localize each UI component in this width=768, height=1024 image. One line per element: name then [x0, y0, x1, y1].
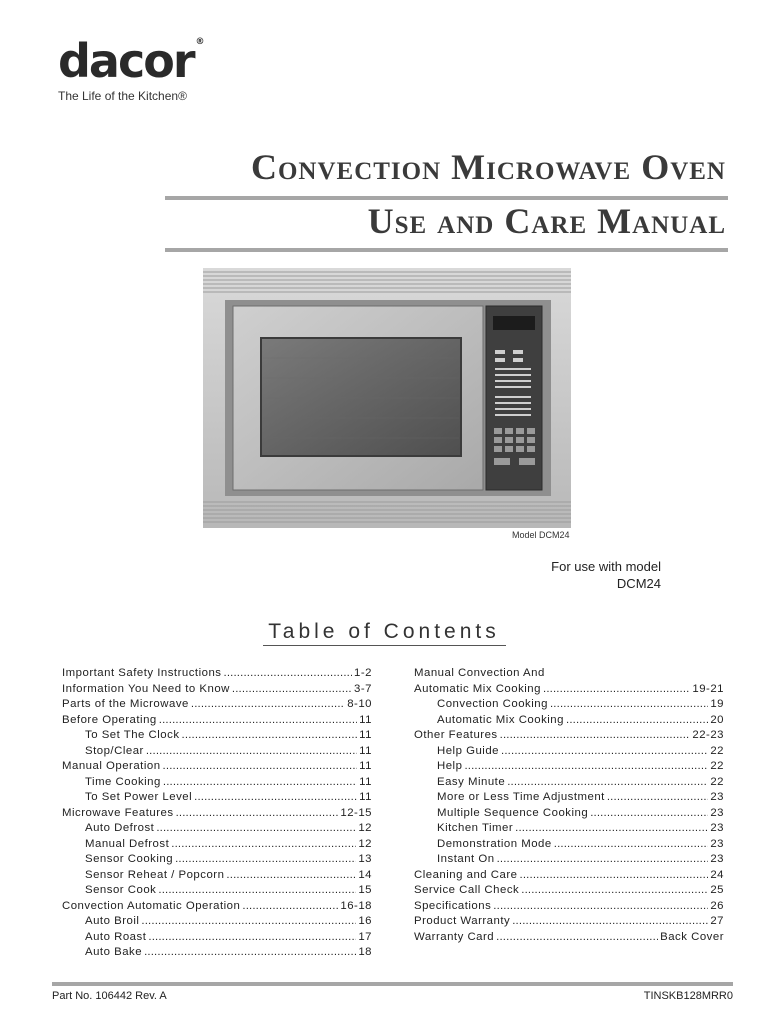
toc-entry-page: 18 — [358, 946, 372, 958]
toc-entry — [414, 852, 724, 868]
toc-entry — [62, 837, 372, 853]
toc-entry — [414, 697, 724, 713]
toc-entry — [62, 914, 372, 930]
toc-entry-leader — [501, 744, 708, 760]
toc-entry-leader — [148, 930, 356, 946]
toc-entry-leader — [512, 914, 708, 930]
toc-entry-leader — [496, 930, 658, 946]
title-line-2: Use and Care Manual — [367, 201, 726, 241]
toc-entry-leader — [182, 728, 358, 744]
toc-entry-leader — [232, 682, 352, 698]
toc-entry-page: 23 — [710, 822, 724, 834]
toc-entry-label: Convection Automatic Operation — [62, 899, 241, 912]
toc-entry-label: Convection Cooking — [437, 698, 548, 710]
toc-entry-leader — [156, 821, 356, 837]
toc-entry-leader — [163, 775, 357, 791]
toc-entry-leader — [515, 821, 708, 837]
toc-entry-label: Time Cooking — [85, 775, 161, 788]
toc-entry-leader — [163, 759, 358, 775]
toc-entry-label: Manual Defrost — [85, 837, 170, 850]
toc-entry-page: 23 — [710, 837, 724, 850]
toc-entry — [62, 666, 372, 682]
toc-entry-page: 8-10 — [347, 698, 372, 710]
logo-registered-mark: ® — [195, 37, 205, 47]
toc-entry — [62, 790, 372, 806]
for-use-line-1: For use with model — [551, 559, 661, 574]
toc-entry-label: Help Guide — [437, 744, 499, 757]
toc-entry-page: 11 — [359, 775, 372, 788]
for-use-model: DCM24 — [616, 576, 661, 591]
toc-entry — [414, 821, 724, 837]
toc-entry — [414, 883, 724, 899]
toc-entry — [414, 914, 724, 930]
toc-entry-leader — [171, 837, 356, 853]
toc-entry-label: Manual Operation — [62, 760, 161, 772]
toc-entry — [414, 759, 724, 775]
title-divider-2 — [165, 248, 728, 252]
toc-entry — [62, 868, 372, 884]
toc-entry-leader — [158, 883, 356, 899]
toc-entry-leader — [507, 775, 708, 791]
toc-entry — [414, 899, 724, 915]
toc-entry-page: 13 — [358, 853, 372, 865]
toc-entry — [414, 682, 724, 698]
toc-entry — [62, 806, 372, 822]
toc-entry — [414, 744, 724, 760]
toc-entry-label: Manual Convection And — [414, 667, 545, 679]
toc-entry-page: Back Cover — [660, 930, 724, 943]
toc-entry-page: 19-21 — [692, 682, 724, 695]
toc-entry — [62, 821, 372, 837]
toc-entry-label: To Set Power Level — [85, 791, 193, 803]
toc-entry-page: 22 — [710, 760, 724, 772]
toc-right-column — [414, 666, 724, 945]
toc-entry-page: 20 — [710, 713, 724, 726]
model-caption: Model DCM24 — [512, 530, 570, 540]
toc-entry — [414, 713, 724, 729]
brand-tagline: The Life of the Kitchen® — [58, 89, 187, 103]
toc-entry-label: Parts of the Microwave — [62, 698, 189, 710]
toc-entry — [414, 806, 724, 822]
toc-entry-leader — [520, 868, 709, 884]
toc-entry-label: Sensor Reheat / Popcorn — [85, 868, 225, 881]
toc-entry-label: Easy Minute — [437, 775, 506, 788]
toc-entry-label: Help — [437, 760, 463, 772]
toc-entry-label: Instant On — [437, 853, 495, 865]
footer-part-number: Part No. 106442 Rev. A — [52, 990, 167, 1002]
toc-entry-label: Other Features — [414, 729, 498, 741]
toc-entry-page: 16-18 — [340, 899, 372, 912]
toc-entry-label: Multiple Sequence Cooking — [437, 806, 589, 819]
toc-entry-page: 3-7 — [354, 682, 372, 695]
toc-entry-label: Demonstration Mode — [437, 837, 552, 850]
toc-entry-label: Auto Defrost — [85, 822, 155, 834]
toc-entry — [62, 682, 372, 698]
toc-entry-label: Kitchen Timer — [437, 822, 514, 834]
toc-entry-label: More or Less Time Adjustment — [437, 791, 605, 803]
toc-entry-page: 16 — [358, 915, 372, 927]
toc-entry-page: 12 — [358, 837, 372, 850]
toc-entry-leader — [159, 713, 357, 729]
toc-entry-label: Automatic Mix Cooking — [437, 713, 564, 726]
toc-entry — [62, 852, 372, 868]
toc-entry-label: Microwave Features — [62, 806, 174, 819]
toc-entry — [62, 930, 372, 946]
toc-entry-label: Auto Broil — [85, 915, 140, 927]
toc-entry-label: Stop/Clear — [85, 744, 144, 757]
footer-document-code: TINSKB128MRR0 — [643, 990, 733, 1002]
toc-entry-leader — [191, 697, 345, 713]
toc-entry-label: Auto Bake — [85, 946, 143, 958]
toc-entry-leader — [550, 697, 708, 713]
toc-entry-page: 11 — [359, 713, 372, 726]
toc-entry-page: 22-23 — [692, 729, 724, 741]
toc-entry-page: 14 — [358, 868, 372, 881]
toc-entry — [414, 666, 724, 682]
footer-divider — [52, 982, 733, 986]
toc-entry-page: 17 — [358, 930, 372, 943]
toc-entry-label: Cleaning and Care — [414, 868, 518, 881]
logo-text: dacor — [58, 34, 194, 88]
toc-entry-page: 12 — [358, 822, 372, 834]
toc-entry — [414, 775, 724, 791]
toc-entry — [414, 837, 724, 853]
toc-entry-label: Product Warranty — [414, 915, 511, 927]
toc-entry — [62, 744, 372, 760]
toc-entry-label: Sensor Cook — [85, 884, 157, 896]
toc-entry-label: To Set The Clock — [85, 729, 180, 741]
toc-entry-label: Automatic Mix Cooking — [414, 682, 541, 695]
toc-entry-leader — [141, 914, 356, 930]
toc-entry-page: 22 — [710, 744, 724, 757]
toc-entry-leader — [500, 728, 691, 744]
toc-entry-page: 23 — [710, 806, 724, 819]
toc-entry-leader — [521, 883, 708, 899]
toc-entry-label: Sensor Cooking — [85, 853, 174, 865]
toc-entry-page: 25 — [710, 884, 724, 896]
toc-entry-leader — [194, 790, 357, 806]
toc-entry-leader — [226, 868, 356, 884]
toc-entry-label: Important Safety Instructions — [62, 667, 222, 679]
toc-entry — [62, 759, 372, 775]
toc-left-column — [62, 666, 372, 961]
toc-entry-leader — [566, 713, 708, 729]
toc-heading: Table of Contents — [268, 620, 500, 643]
toc-entry-page: 11 — [359, 760, 372, 772]
toc-entry — [414, 790, 724, 806]
toc-entry-leader — [493, 899, 708, 915]
toc-heading-underline — [263, 645, 506, 646]
toc-entry-leader — [607, 790, 708, 806]
toc-entry-leader — [590, 806, 708, 822]
toc-entry-leader — [497, 852, 709, 868]
toc-entry-label: Service Call Check — [414, 884, 520, 896]
toc-entry — [62, 775, 372, 791]
toc-entry-page: 1-2 — [354, 667, 372, 679]
toc-entry-page: 15 — [358, 884, 372, 896]
toc-entry — [62, 697, 372, 713]
toc-entry — [62, 899, 372, 915]
toc-entry-leader — [242, 899, 338, 915]
toc-entry-leader — [464, 759, 708, 775]
toc-entry-leader — [175, 852, 356, 868]
toc-entry — [62, 883, 372, 899]
toc-entry-page: 24 — [710, 868, 724, 881]
toc-entry-page: 11 — [359, 729, 372, 741]
toc-entry-leader — [554, 837, 709, 853]
toc-entry-label: Specifications — [414, 899, 492, 912]
brand-logo — [58, 34, 205, 88]
toc-entry-page: 11 — [359, 744, 372, 757]
toc-entry-page: 23 — [710, 791, 724, 803]
toc-entry-leader — [176, 806, 339, 822]
toc-entry — [414, 930, 724, 946]
toc-entry-page: 27 — [710, 915, 724, 927]
toc-entry-page: 26 — [710, 899, 724, 912]
toc-entry-page: 12-15 — [340, 806, 372, 819]
toc-entry — [414, 868, 724, 884]
toc-entry-leader — [144, 945, 356, 961]
toc-entry-page: 19 — [710, 698, 724, 710]
toc-entry-label: Warranty Card — [414, 930, 495, 943]
toc-entry-label: Information You Need to Know — [62, 682, 230, 695]
toc-entry-leader — [223, 666, 352, 682]
toc-entry — [62, 945, 372, 961]
toc-entry — [414, 728, 724, 744]
microwave-oven-photo — [203, 268, 571, 528]
toc-entry-label: Auto Roast — [85, 930, 147, 943]
toc-entry — [62, 728, 372, 744]
toc-entry-page: 23 — [710, 853, 724, 865]
toc-entry-leader — [543, 682, 690, 698]
toc-entry — [62, 713, 372, 729]
toc-entry-label: Before Operating — [62, 713, 157, 726]
title-line-1: Convection Microwave Oven — [250, 147, 726, 187]
for-use-note — [551, 558, 661, 592]
toc-entry-page: 22 — [710, 775, 724, 788]
toc-entry-leader — [146, 744, 357, 760]
toc-entry-page: 11 — [359, 791, 372, 803]
